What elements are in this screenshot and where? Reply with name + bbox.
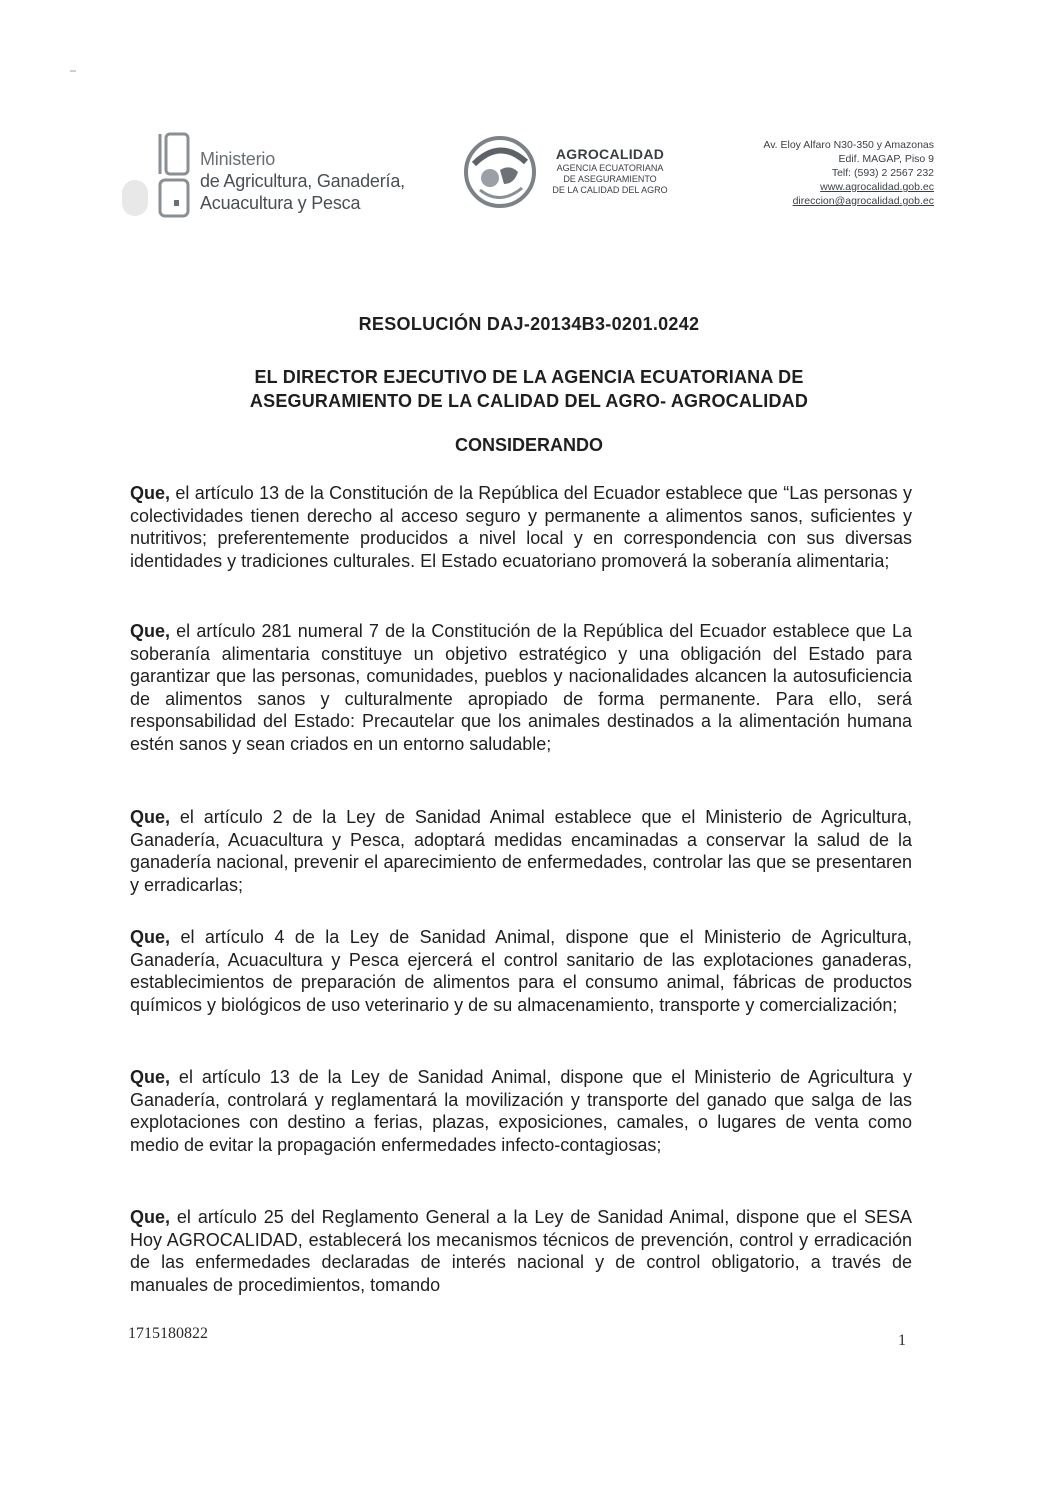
ministry-name [200,148,405,214]
considering-paragraph-6 [130,1206,912,1296]
agency-name: AGROCALIDAD [555,146,665,162]
paragraph-text: el artículo 13 de la Ley de Sanidad Animal, dispone que el Ministerio de Agricultura y Ganadería, controlará y reglamentará la movilización y transporte del ganado que salga de las explotaciones con destino a ferias, plazas, exposiciones, camales, o lugares de venta como medio de evitar la propagación enfermedades infecto-contagiosas; [130,1067,912,1155]
contact-building: Edif. MAGAP, Piso 9 [838,153,934,165]
ministry-line-3: Acuacultura y Pesca [200,193,361,213]
contact-website-link[interactable]: www.agrocalidad.gob.ec [820,181,934,193]
ministry-line-2: de Agricultura, Ganadería, [200,171,405,191]
paragraph-lead: Que, [130,621,171,641]
contact-email-link[interactable]: direccion@agrocalidad.gob.ec [792,195,934,207]
director-title [0,365,1058,413]
paragraph-text: el artículo 281 numeral 7 de la Constitución de la República del Ecuador establece que La soberanía alimentaria constituye un objetivo estratégico y una obligación del Estado para garantizar que las personas, comunidades, pueblos y nacionalidades alcancen la autosuficiencia de alimentos sanos y culturalmente apropiado de forma permanente. Para ello, será responsabilidad del Estado: Precautelar que los animales destinados a la alimentación humana estén sanos y sean criados en un entorno saludable; [130,621,912,754]
director-title-line-1: EL DIRECTOR EJECUTIVO DE LA AGENCIA ECUATORIANA DE [254,367,804,387]
paragraph-text: el artículo 2 de la Ley de Sanidad Animal establece que el Ministerio de Agricultura, Ganadería, Acuacultura y Pesca, adoptará medidas encaminadas a conservar la salud de la ganadería nacional, prevenir el aparecimiento de enfermedades, controlar las que se presentaren y erradicarlas; [130,807,912,895]
paragraph-lead: Que, [130,483,171,503]
document-number: 1715180822 [128,1325,208,1342]
paragraph-text: el artículo 4 de la Ley de Sanidad Animal, dispone que el Ministerio de Agricultura, Ganadería, Acuacultura y Pesca ejercerá el control sanitario de las explotaciones ganaderas, establecimientos de preparación de alimentos para el consumo animal, fábricas de productos químicos y biológicos de uso veterinario y de su almacenamiento, transporte y comercialización; [130,927,912,1015]
agency-name-block [540,146,680,195]
page-number: 1 [898,1332,906,1349]
agrocalidad-emblem-icon [460,132,540,212]
paragraph-lead: Que, [130,807,171,827]
agency-sub-3: DE LA CALIDAD DEL AGRO [552,185,668,195]
letterhead [0,0,1058,240]
considering-paragraph-4 [130,926,912,1016]
paragraph-lead: Que, [130,1207,171,1227]
director-title-line-2: ASEGURAMIENTO DE LA CALIDAD DEL AGRO- AGROCALIDAD [249,391,809,411]
resolution-title: RESOLUCIÓN DAJ-20134B3-0201.0242 [358,314,700,334]
considerando-heading: CONSIDERANDO [454,435,603,455]
considering-paragraph-2 [130,620,912,755]
considering-paragraph-1 [130,482,912,572]
ministry-line-1: Ministerio [200,149,276,169]
agency-sub-1: AGENCIA ECUATORIANA [556,163,664,173]
considering-paragraph-5 [130,1066,912,1156]
paragraph-text: el artículo 25 del Reglamento General a la Ley de Sanidad Animal, dispone que el SESA Hoy AGROCALIDAD, establecerá los mecanismos técnicos de prevención, control y erradicación de las enfermedades declaradas de interés nacional y de control obligatorio, a través de manuales de procedimientos, tomando [130,1207,912,1295]
contact-address: Av. Eloy Alfaro N30-350 y Amazonas [763,139,934,151]
considering-paragraph-3 [130,806,912,896]
contact-block [763,138,934,208]
ministry-logo-icon [118,128,198,220]
paragraph-text: el artículo 13 de la Constitución de la República del Ecuador establece que “Las personas y colectividades tienen derecho al acceso seguro y permanente a alimentos sanos, suficientes y nutritivos; preferentemente producidos a nivel local y en correspondencia con sus diversas identidades y tradiciones culturales. El Estado ecuatoriano promoverá la soberanía alimentaria; [130,483,912,571]
paragraph-lead: Que, [130,1067,171,1087]
paragraph-lead: Que, [130,927,171,947]
agency-sub-2: DE ASEGURAMIENTO [563,174,657,184]
contact-phone: Telf: (593) 2 2567 232 [831,167,934,179]
